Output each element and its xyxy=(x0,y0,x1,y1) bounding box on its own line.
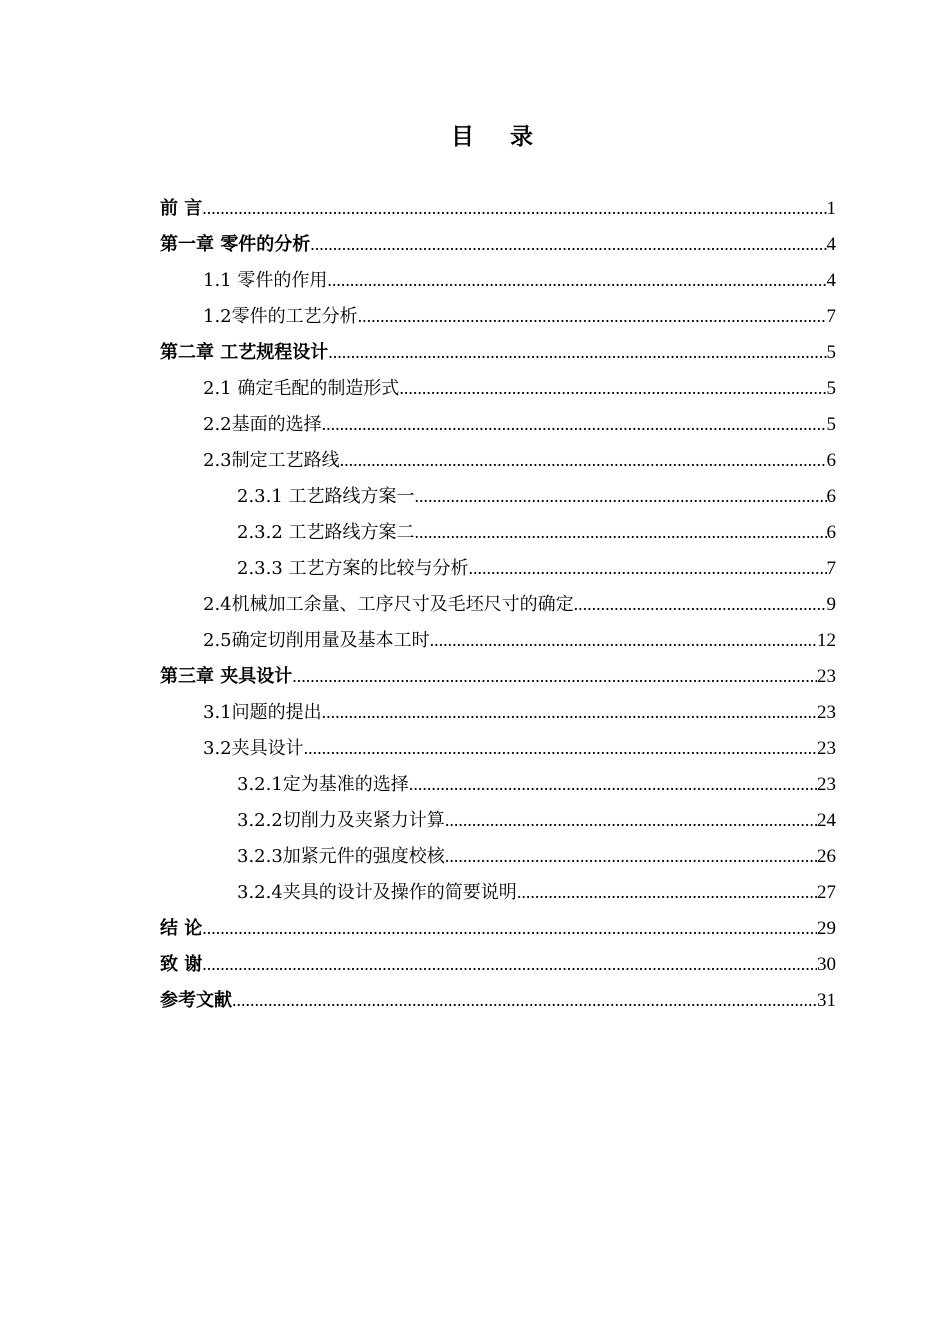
toc-entry-label: 2.2基面的选择 xyxy=(203,414,322,435)
toc-entry-label: 3.2夹具设计 xyxy=(203,738,304,759)
toc-entry-label: 2.3.2 工艺路线方案二 xyxy=(237,522,415,543)
toc-entry-page-number: 1 xyxy=(826,198,836,219)
toc-entry-page-number: 30 xyxy=(817,954,836,975)
toc-dot-leader xyxy=(358,298,827,334)
toc-entry[interactable] xyxy=(160,226,836,262)
toc-dot-leader xyxy=(340,442,827,478)
toc-entry-page-number: 12 xyxy=(817,630,836,651)
toc-entry-label: 前 言 xyxy=(160,198,203,219)
toc-entry-page-number: 23 xyxy=(817,666,836,687)
toc-entry[interactable] xyxy=(160,334,836,370)
toc-entry-page-number: 6 xyxy=(826,486,836,507)
toc-entry-page-number: 27 xyxy=(817,882,836,903)
toc-dot-leader xyxy=(322,694,817,730)
toc-entry-label: 致 谢 xyxy=(160,954,203,975)
toc-entry[interactable] xyxy=(160,982,836,1018)
toc-entry-label: 2.5确定切削用量及基本工时 xyxy=(203,630,430,651)
toc-entry[interactable] xyxy=(160,694,836,730)
toc-entry-page-number: 23 xyxy=(817,738,836,759)
toc-entry-label: 2.1 确定毛配的制造形式 xyxy=(203,378,400,399)
toc-entry-label: 1.2零件的工艺分析 xyxy=(203,306,358,327)
toc-dot-leader xyxy=(327,262,826,298)
toc-entry[interactable] xyxy=(160,622,836,658)
toc-dot-leader xyxy=(322,406,827,442)
toc-entry-page-number: 29 xyxy=(817,918,836,939)
toc-list xyxy=(160,190,836,1018)
toc-dot-leader xyxy=(202,190,826,226)
toc-entry[interactable] xyxy=(160,442,836,478)
toc-entry-page-number: 4 xyxy=(826,234,836,255)
toc-entry[interactable] xyxy=(160,406,836,442)
toc-entry-page-number: 5 xyxy=(826,378,836,399)
toc-entry[interactable] xyxy=(160,946,836,982)
toc-entry-label: 2.3制定工艺路线 xyxy=(203,450,340,471)
toc-dot-leader xyxy=(328,334,826,370)
toc-dot-leader xyxy=(445,838,817,874)
toc-entry-page-number: 6 xyxy=(826,522,836,543)
toc-entry[interactable] xyxy=(160,586,836,622)
toc-dot-leader xyxy=(445,802,817,838)
toc-entry-label: 3.2.1定为基准的选择 xyxy=(237,774,409,795)
toc-entry[interactable] xyxy=(160,478,836,514)
toc-entry-label: 2.3.1 工艺路线方案一 xyxy=(237,486,415,507)
toc-entry-label: 2.3.3 工艺方案的比较与分析 xyxy=(237,558,469,579)
toc-dot-leader xyxy=(399,370,826,406)
toc-dot-leader xyxy=(232,982,817,1018)
toc-entry-page-number: 24 xyxy=(817,810,836,831)
toc-entry-page-number: 4 xyxy=(826,270,836,291)
toc-dot-leader xyxy=(415,478,827,514)
toc-entry-label: 结 论 xyxy=(160,918,203,939)
toc-entry-label: 3.2.2切削力及夹紧力计算 xyxy=(237,810,445,831)
toc-entry-page-number: 31 xyxy=(817,990,836,1011)
toc-entry-page-number: 5 xyxy=(826,414,836,435)
toc-entry[interactable] xyxy=(160,514,836,550)
toc-dot-leader xyxy=(202,910,817,946)
toc-dot-leader xyxy=(304,730,817,766)
toc-entry-label: 2.4机械加工余量、工序尺寸及毛坯尺寸的确定 xyxy=(203,594,574,615)
toc-dot-leader xyxy=(409,766,817,802)
toc-dot-leader xyxy=(202,946,817,982)
toc-entry-page-number: 6 xyxy=(826,450,836,471)
toc-dot-leader xyxy=(469,550,827,586)
toc-entry[interactable] xyxy=(160,262,836,298)
toc-entry[interactable] xyxy=(160,550,836,586)
toc-entry-page-number: 9 xyxy=(826,594,836,615)
toc-entry[interactable] xyxy=(160,874,836,910)
toc-entry-label: 参考文献 xyxy=(160,990,232,1011)
toc-entry-label: 3.2.4夹具的设计及操作的简要说明 xyxy=(237,882,517,903)
toc-dot-leader xyxy=(310,226,826,262)
toc-entry-page-number: 26 xyxy=(817,846,836,867)
toc-dot-leader xyxy=(517,874,817,910)
toc-entry-label: 第一章 零件的分析 xyxy=(160,234,311,255)
toc-dot-leader xyxy=(292,658,817,694)
toc-entry[interactable] xyxy=(160,658,836,694)
toc-entry-label: 第二章 工艺规程设计 xyxy=(160,342,329,363)
toc-entry-page-number: 7 xyxy=(826,306,836,327)
toc-entry-page-number: 5 xyxy=(826,342,836,363)
toc-entry[interactable] xyxy=(160,766,836,802)
toc-entry[interactable] xyxy=(160,190,836,226)
toc-entry[interactable] xyxy=(160,730,836,766)
toc-entry[interactable] xyxy=(160,802,836,838)
toc-entry[interactable] xyxy=(160,298,836,334)
toc-entry[interactable] xyxy=(160,910,836,946)
toc-entry-label: 3.1问题的提出 xyxy=(203,702,322,723)
toc-entry-page-number: 23 xyxy=(817,702,836,723)
toc-dot-leader xyxy=(430,622,817,658)
toc-entry[interactable] xyxy=(160,838,836,874)
toc-title: 目 录 xyxy=(450,124,547,150)
toc-entry-page-number: 7 xyxy=(826,558,836,579)
toc-entry[interactable] xyxy=(160,370,836,406)
toc-entry-label: 第三章 夹具设计 xyxy=(160,666,293,687)
toc-dot-leader xyxy=(574,586,827,622)
toc-entry-page-number: 23 xyxy=(817,774,836,795)
toc-entry-label: 3.2.3加紧元件的强度校核 xyxy=(237,846,445,867)
toc-dot-leader xyxy=(415,514,827,550)
toc-entry-label: 1.1 零件的作用 xyxy=(203,270,328,291)
